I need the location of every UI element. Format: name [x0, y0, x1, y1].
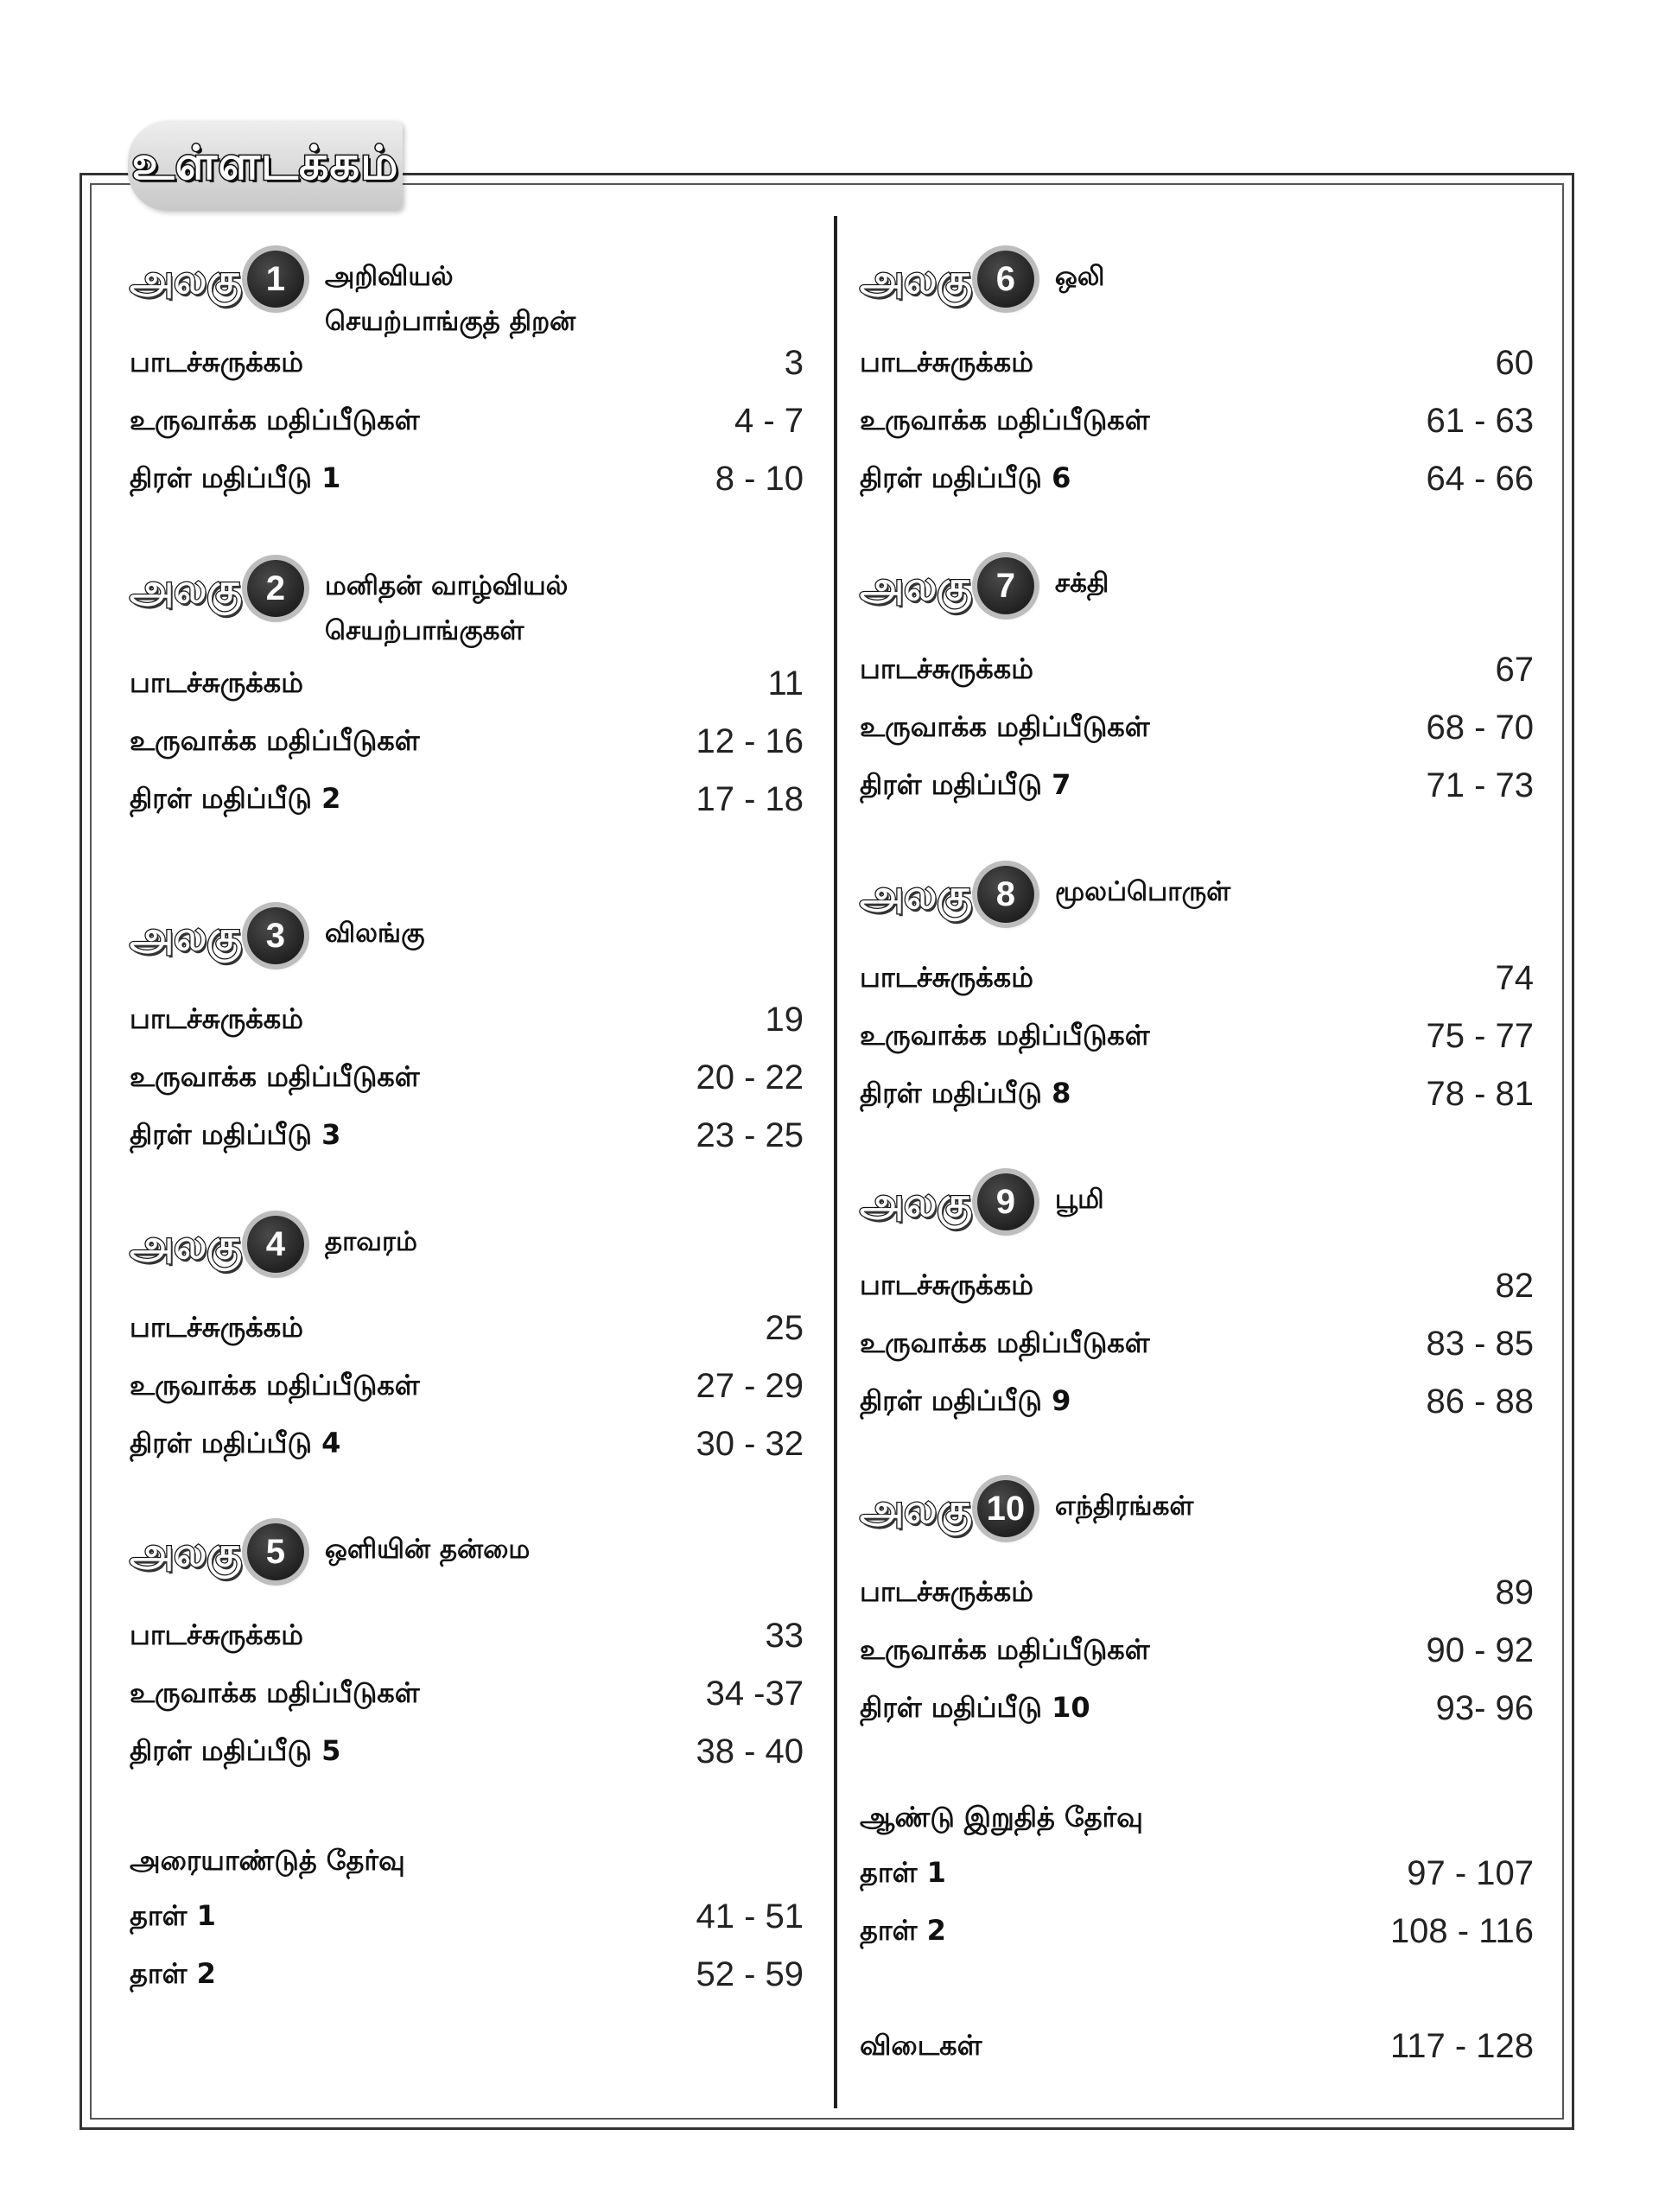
- unit-header: [130, 1216, 804, 1276]
- unit-header: [130, 907, 804, 968]
- unit-8: [860, 866, 1534, 1123]
- row-pages: 93- 96: [1435, 1689, 1534, 1727]
- row-pages: 71 - 73: [1426, 766, 1534, 804]
- row-label: பாடச்சுருக்கம்: [130, 1310, 303, 1344]
- unit-word: அலகு: [860, 1179, 972, 1225]
- title-tab: [128, 121, 403, 211]
- row-label: உருவாக்க மதிப்பீடுகள்: [130, 1368, 420, 1402]
- row-label: உருவாக்க மதிப்பீடுகள்: [130, 1059, 420, 1093]
- toc-row-summary[interactable]: [130, 991, 804, 1049]
- row-pages: 86 - 88: [1426, 1382, 1534, 1421]
- row-label: திரள் மதிப்பீடு 10: [860, 1690, 1090, 1724]
- row-pages: 27 - 29: [696, 1367, 804, 1405]
- page-title: உள்ளடக்கம்: [131, 135, 399, 190]
- unit-number: 7: [977, 557, 1034, 614]
- row-label: உருவாக்க மதிப்பீடுகள்: [130, 403, 420, 436]
- toc-row-summative[interactable]: [130, 450, 804, 508]
- unit-badge: [130, 251, 304, 308]
- row-pages: 61 - 63: [1426, 402, 1534, 440]
- unit-word: அலகு: [860, 563, 972, 609]
- unit-number: 3: [247, 907, 304, 964]
- unit-header: [860, 1480, 1534, 1541]
- row-pages: 90 - 92: [1426, 1631, 1534, 1669]
- toc-row-summary[interactable]: [860, 1257, 1534, 1315]
- row-label: தாள் 1: [860, 1855, 946, 1889]
- toc-row-formative[interactable]: [130, 392, 804, 450]
- row-pages: 23 - 25: [696, 1116, 804, 1154]
- row-label: திரள் மதிப்பீடு 7: [860, 767, 1071, 801]
- row-label: தாள் 1: [130, 1898, 216, 1932]
- row-pages: 3: [784, 344, 804, 382]
- unit-number: 2: [247, 560, 304, 617]
- toc-row-answers[interactable]: [860, 2018, 1534, 2075]
- row-label: உருவாக்க மதிப்பீடுகள்: [860, 1018, 1150, 1052]
- row-pages: 4 - 7: [734, 402, 804, 440]
- unit-number: 8: [977, 866, 1034, 923]
- row-label: உருவாக்க மதிப்பீடுகள்: [860, 1632, 1150, 1666]
- row-pages: 12 - 16: [696, 722, 804, 760]
- row-label: உருவாக்க மதிப்பீடுகள்: [130, 723, 420, 757]
- unit-number: 9: [977, 1173, 1034, 1230]
- row-pages: 8 - 10: [715, 460, 804, 498]
- row-pages: 41 - 51: [696, 1897, 804, 1936]
- row-pages: 89: [1495, 1573, 1534, 1611]
- toc-row-summative[interactable]: [860, 757, 1534, 815]
- unit-title: ஒளியின் தன்மை: [324, 1534, 531, 1565]
- unit-title: சக்தி: [1054, 568, 1109, 599]
- midyear-exam: [130, 1836, 804, 2004]
- toc-row-summative[interactable]: [860, 1373, 1534, 1431]
- row-pages: 78 - 81: [1426, 1075, 1534, 1113]
- toc-row-formative[interactable]: [130, 713, 804, 771]
- toc-row-formative[interactable]: [860, 1315, 1534, 1373]
- row-label: பாடச்சுருக்கம்: [130, 665, 303, 699]
- unit-word: அலகு: [860, 256, 972, 302]
- row-label: பாடச்சுருக்கம்: [860, 345, 1033, 378]
- row-label: திரள் மதிப்பீடு 6: [860, 461, 1071, 494]
- row-label: திரள் மதிப்பீடு 1: [130, 461, 341, 494]
- unit-word: அலகு: [860, 871, 972, 918]
- toc-row-summary[interactable]: [130, 1300, 804, 1357]
- unit-title: பூமி: [1054, 1184, 1104, 1215]
- row-label: உருவாக்க மதிப்பீடுகள்: [860, 403, 1150, 436]
- row-pages: 64 - 66: [1426, 460, 1534, 498]
- toc-row-summary[interactable]: [860, 641, 1534, 699]
- answers-section: [860, 2018, 1534, 2075]
- row-pages: 19: [765, 1001, 804, 1039]
- row-label: தாள் 2: [860, 1913, 946, 1947]
- unit-header: [860, 1173, 1534, 1234]
- row-label: பாடச்சுருக்கம்: [860, 960, 1033, 994]
- unit-badge: [860, 1480, 1034, 1537]
- unit-badge: [860, 1173, 1034, 1230]
- row-pages: 17 - 18: [696, 780, 804, 818]
- row-label: தாள் 2: [130, 1956, 216, 1990]
- unit-number: 1: [247, 251, 304, 308]
- toc-row-summative[interactable]: [130, 1723, 804, 1781]
- row-pages: 117 - 128: [1389, 2027, 1534, 2065]
- unit-badge: [130, 560, 304, 617]
- row-pages: 108 - 116: [1389, 1912, 1534, 1950]
- toc-row-summary[interactable]: [860, 1564, 1534, 1622]
- row-label: திரள் மதிப்பீடு 8: [860, 1076, 1071, 1109]
- toc-row-paper-1[interactable]: [130, 1888, 804, 1946]
- row-pages: 60: [1495, 344, 1534, 382]
- row-label: பாடச்சுருக்கம்: [130, 1618, 303, 1651]
- row-label: உருவாக்க மதிப்பீடுகள்: [130, 1675, 420, 1709]
- unit-header: [860, 251, 1534, 311]
- unit-header: [130, 1523, 804, 1584]
- unit-title: எந்திரங்கள்: [1054, 1491, 1194, 1522]
- unit-title: மனிதன் வாழ்வியல் செயற்பாங்குகள்: [324, 570, 569, 646]
- toc-row-formative[interactable]: [860, 392, 1534, 450]
- unit-6: [860, 251, 1534, 508]
- unit-number: 10: [977, 1480, 1034, 1537]
- unit-5: [130, 1523, 804, 1781]
- unit-badge: [860, 557, 1034, 614]
- row-label: உருவாக்க மதிப்பீடுகள்: [860, 1325, 1150, 1359]
- toc-row-summary[interactable]: [860, 334, 1534, 392]
- row-label: திரள் மதிப்பீடு 4: [130, 1426, 341, 1459]
- row-pages: 82: [1495, 1267, 1534, 1305]
- unit-badge: [130, 1523, 304, 1580]
- column-divider: [834, 216, 837, 2108]
- row-pages: 74: [1495, 959, 1534, 997]
- toc-row-summative[interactable]: [860, 1680, 1534, 1738]
- unit-badge: [130, 907, 304, 964]
- row-label: பாடச்சுருக்கம்: [130, 345, 303, 378]
- row-pages: 38 - 40: [696, 1732, 804, 1770]
- exam-title: ஆண்டு இறுதித் தேர்வு: [860, 1801, 1143, 1834]
- unit-header: [130, 251, 804, 337]
- unit-1: [130, 251, 804, 508]
- row-pages: 11: [767, 664, 804, 702]
- unit-word: அலகு: [130, 565, 242, 612]
- row-label: பாடச்சுருக்கம்: [860, 1574, 1033, 1608]
- toc-row-summary[interactable]: [130, 1607, 804, 1665]
- row-pages: 67: [1495, 651, 1534, 689]
- unit-4: [130, 1216, 804, 1473]
- toc-row-formative[interactable]: [130, 1665, 804, 1723]
- row-label: திரள் மதிப்பீடு 2: [130, 781, 341, 815]
- row-pages: 30 - 32: [696, 1425, 804, 1463]
- unit-10: [860, 1480, 1534, 1738]
- unit-title: மூலப்பொருள்: [1054, 876, 1231, 907]
- unit-header: [860, 866, 1534, 926]
- unit-word: அலகு: [860, 1485, 972, 1532]
- unit-9: [860, 1173, 1534, 1431]
- unit-2: [130, 560, 804, 829]
- row-label: விடைகள்: [860, 2028, 982, 2062]
- toc-row-summative[interactable]: [860, 1065, 1534, 1123]
- unit-badge: [860, 866, 1034, 923]
- row-label: பாடச்சுருக்கம்: [130, 1001, 303, 1035]
- row-pages: 83 - 85: [1426, 1325, 1534, 1363]
- row-label: உருவாக்க மதிப்பீடுகள்: [860, 709, 1150, 743]
- row-label: திரள் மதிப்பீடு 9: [860, 1383, 1071, 1417]
- row-pages: 34 -37: [705, 1675, 804, 1713]
- toc-row-formative[interactable]: [860, 1007, 1534, 1065]
- toc-row-summary[interactable]: [130, 655, 804, 713]
- row-label: பாடச்சுருக்கம்: [860, 1268, 1033, 1301]
- row-label: திரள் மதிப்பீடு 5: [130, 1733, 341, 1767]
- toc-row-formative[interactable]: [130, 1049, 804, 1107]
- unit-title: தாவரம்: [324, 1226, 417, 1257]
- unit-number: 6: [977, 251, 1034, 308]
- unit-3: [130, 907, 804, 1165]
- toc-row-summative[interactable]: [130, 771, 804, 829]
- unit-word: அலகு: [130, 912, 242, 959]
- row-pages: 25: [765, 1309, 804, 1347]
- unit-title: அறிவியல் செயற்பாங்குத் திறன்: [324, 261, 576, 337]
- toc-row-formative[interactable]: [860, 699, 1534, 757]
- unit-badge: [130, 1216, 304, 1273]
- toc-row-formative[interactable]: [130, 1357, 804, 1415]
- toc-row-paper-2[interactable]: [860, 1903, 1534, 1961]
- row-pages: 68 - 70: [1426, 709, 1534, 747]
- toc-row-formative[interactable]: [860, 1622, 1534, 1680]
- row-label: திரள் மதிப்பீடு 3: [130, 1117, 341, 1151]
- unit-word: அலகு: [130, 1529, 242, 1575]
- unit-7: [860, 557, 1534, 815]
- unit-header: [860, 557, 1534, 618]
- unit-title: ஒலி: [1054, 261, 1105, 292]
- toc-row-summative[interactable]: [860, 450, 1534, 508]
- unit-word: அலகு: [130, 256, 242, 302]
- unit-title: விலங்கு: [324, 918, 425, 949]
- final-exam: [860, 1793, 1534, 1961]
- toc-row-summary[interactable]: [860, 950, 1534, 1007]
- row-pages: 75 - 77: [1426, 1017, 1534, 1055]
- row-pages: 33: [765, 1617, 804, 1655]
- exam-title: அரையாண்டுத் தேர்வு: [130, 1844, 405, 1877]
- row-pages: 97 - 107: [1407, 1854, 1534, 1892]
- unit-badge: [860, 251, 1034, 308]
- row-pages: 52 - 59: [696, 1955, 804, 1993]
- row-label: பாடச்சுருக்கம்: [860, 652, 1033, 685]
- unit-number: 5: [247, 1523, 304, 1580]
- toc-row-paper-2[interactable]: [130, 1946, 804, 2004]
- toc-row-summative[interactable]: [130, 1107, 804, 1165]
- unit-header: [130, 560, 804, 655]
- toc-row-summative[interactable]: [130, 1415, 804, 1473]
- row-pages: 20 - 22: [696, 1058, 804, 1096]
- unit-number: 4: [247, 1216, 304, 1273]
- unit-word: அலகு: [130, 1221, 242, 1268]
- toc-row-paper-1[interactable]: [860, 1845, 1534, 1903]
